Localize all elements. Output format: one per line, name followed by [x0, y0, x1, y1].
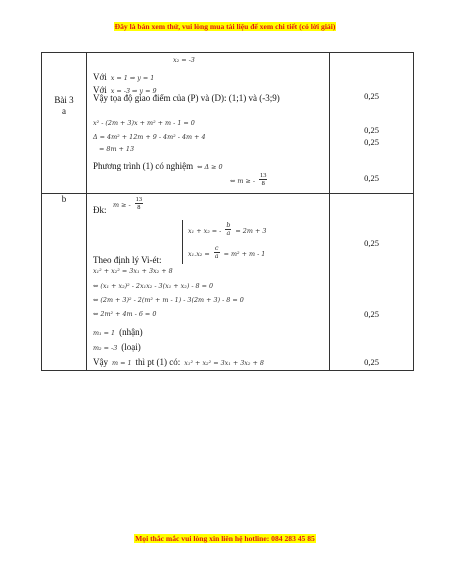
condition-m: ⇔ m ≥ -: [230, 177, 256, 185]
system-brace: [182, 220, 186, 264]
intersection-conclusion: Vậy tọa độ giao điểm của (P) và (D): (1;1) và (-3;9): [93, 93, 280, 103]
fraction: $\frac{13}{8}$: [260, 171, 267, 187]
text-conclusion: thì pt (1) có:: [135, 357, 181, 367]
condition-math: ⇔ Δ ≥ 0: [197, 163, 223, 171]
part-label: a: [62, 106, 66, 116]
score: 0,25: [364, 309, 379, 319]
vieta-sum-right: = 2m + 3: [235, 227, 267, 235]
table-row: [42, 194, 414, 371]
equation-1: x² - (2m + 3)x + m² + m - 1 = 0: [93, 119, 195, 127]
vieta-product-left: x₁.x₂ =: [188, 250, 210, 258]
exercise-label: Bài 3: [54, 95, 74, 105]
root-x2: x₂ = -3: [173, 56, 195, 64]
fraction: $\frac{b}{a}$: [226, 220, 231, 237]
text-voi: Với: [93, 85, 107, 95]
part-label: b: [61, 194, 67, 204]
final-m: m = 1: [112, 359, 132, 367]
vieta-product-right: = m² + m - 1: [223, 250, 266, 258]
score: 0,25: [364, 173, 379, 183]
final-equation: x₁² + x₂² = 3x₁ + 3x₂ + 8: [184, 359, 264, 367]
rejected-label: (loại): [121, 342, 141, 352]
root-m2: m₂ = -3: [93, 344, 118, 352]
math-case-2: x = -3 ⇒ y = 9: [110, 87, 157, 95]
discriminant-result: = 8m + 13: [99, 145, 135, 153]
vieta-text: Theo định lý Vi-ét:: [93, 255, 162, 265]
math-case-1: x = 1 ⇒ y = 1: [110, 74, 155, 82]
step-3: ⇔ (2m + 3)² - 2(m² + m - 1) - 3(2m + 3) - 8 = 0: [93, 296, 244, 304]
answer-table: [41, 52, 414, 371]
fraction: $\frac{13}{8}$: [135, 195, 143, 211]
score: 0,25: [364, 137, 379, 147]
step-1: x₁² + x₂² = 3x₁ + 3x₂ + 8: [93, 267, 173, 275]
accepted-label: (nhận): [119, 327, 143, 337]
score: 0,25: [364, 91, 379, 101]
condition-label: Đk:: [93, 205, 107, 215]
preview-banner: Đây là bản xem thử, vui lòng mua tài liệu để xem chi tiết (có lời giải): [114, 22, 336, 31]
score: 0,25: [364, 238, 379, 248]
text-voi: Với: [93, 72, 107, 82]
root-m1: m₁ = 1: [93, 329, 116, 337]
condition-text: Phương trình (1) có nghiệm: [93, 161, 194, 171]
condition-m: m ≥ -: [113, 201, 131, 209]
score: 0,25: [364, 357, 379, 367]
table-row: [42, 53, 414, 194]
hotline-footer: Mọi thắc mắc vui lòng xin liên hệ hotline: 084 283 45 85: [135, 534, 315, 543]
score: 0,25: [364, 125, 379, 135]
step-2: ⇔ (x₁ + x₂)² - 2x₁x₂ - 3(x₁ + x₂) - 8 = 0: [93, 282, 214, 290]
fraction: $\frac{c}{a}$: [214, 243, 219, 260]
discriminant: Δ = 4m² + 12m + 9 - 4m² - 4m + 4: [93, 133, 206, 141]
text-vay: Vậy: [93, 357, 108, 367]
vieta-sum-left: x₁ + x₂ = -: [188, 227, 222, 235]
step-4: ⇔ 2m² + 4m - 6 = 0: [93, 310, 157, 318]
